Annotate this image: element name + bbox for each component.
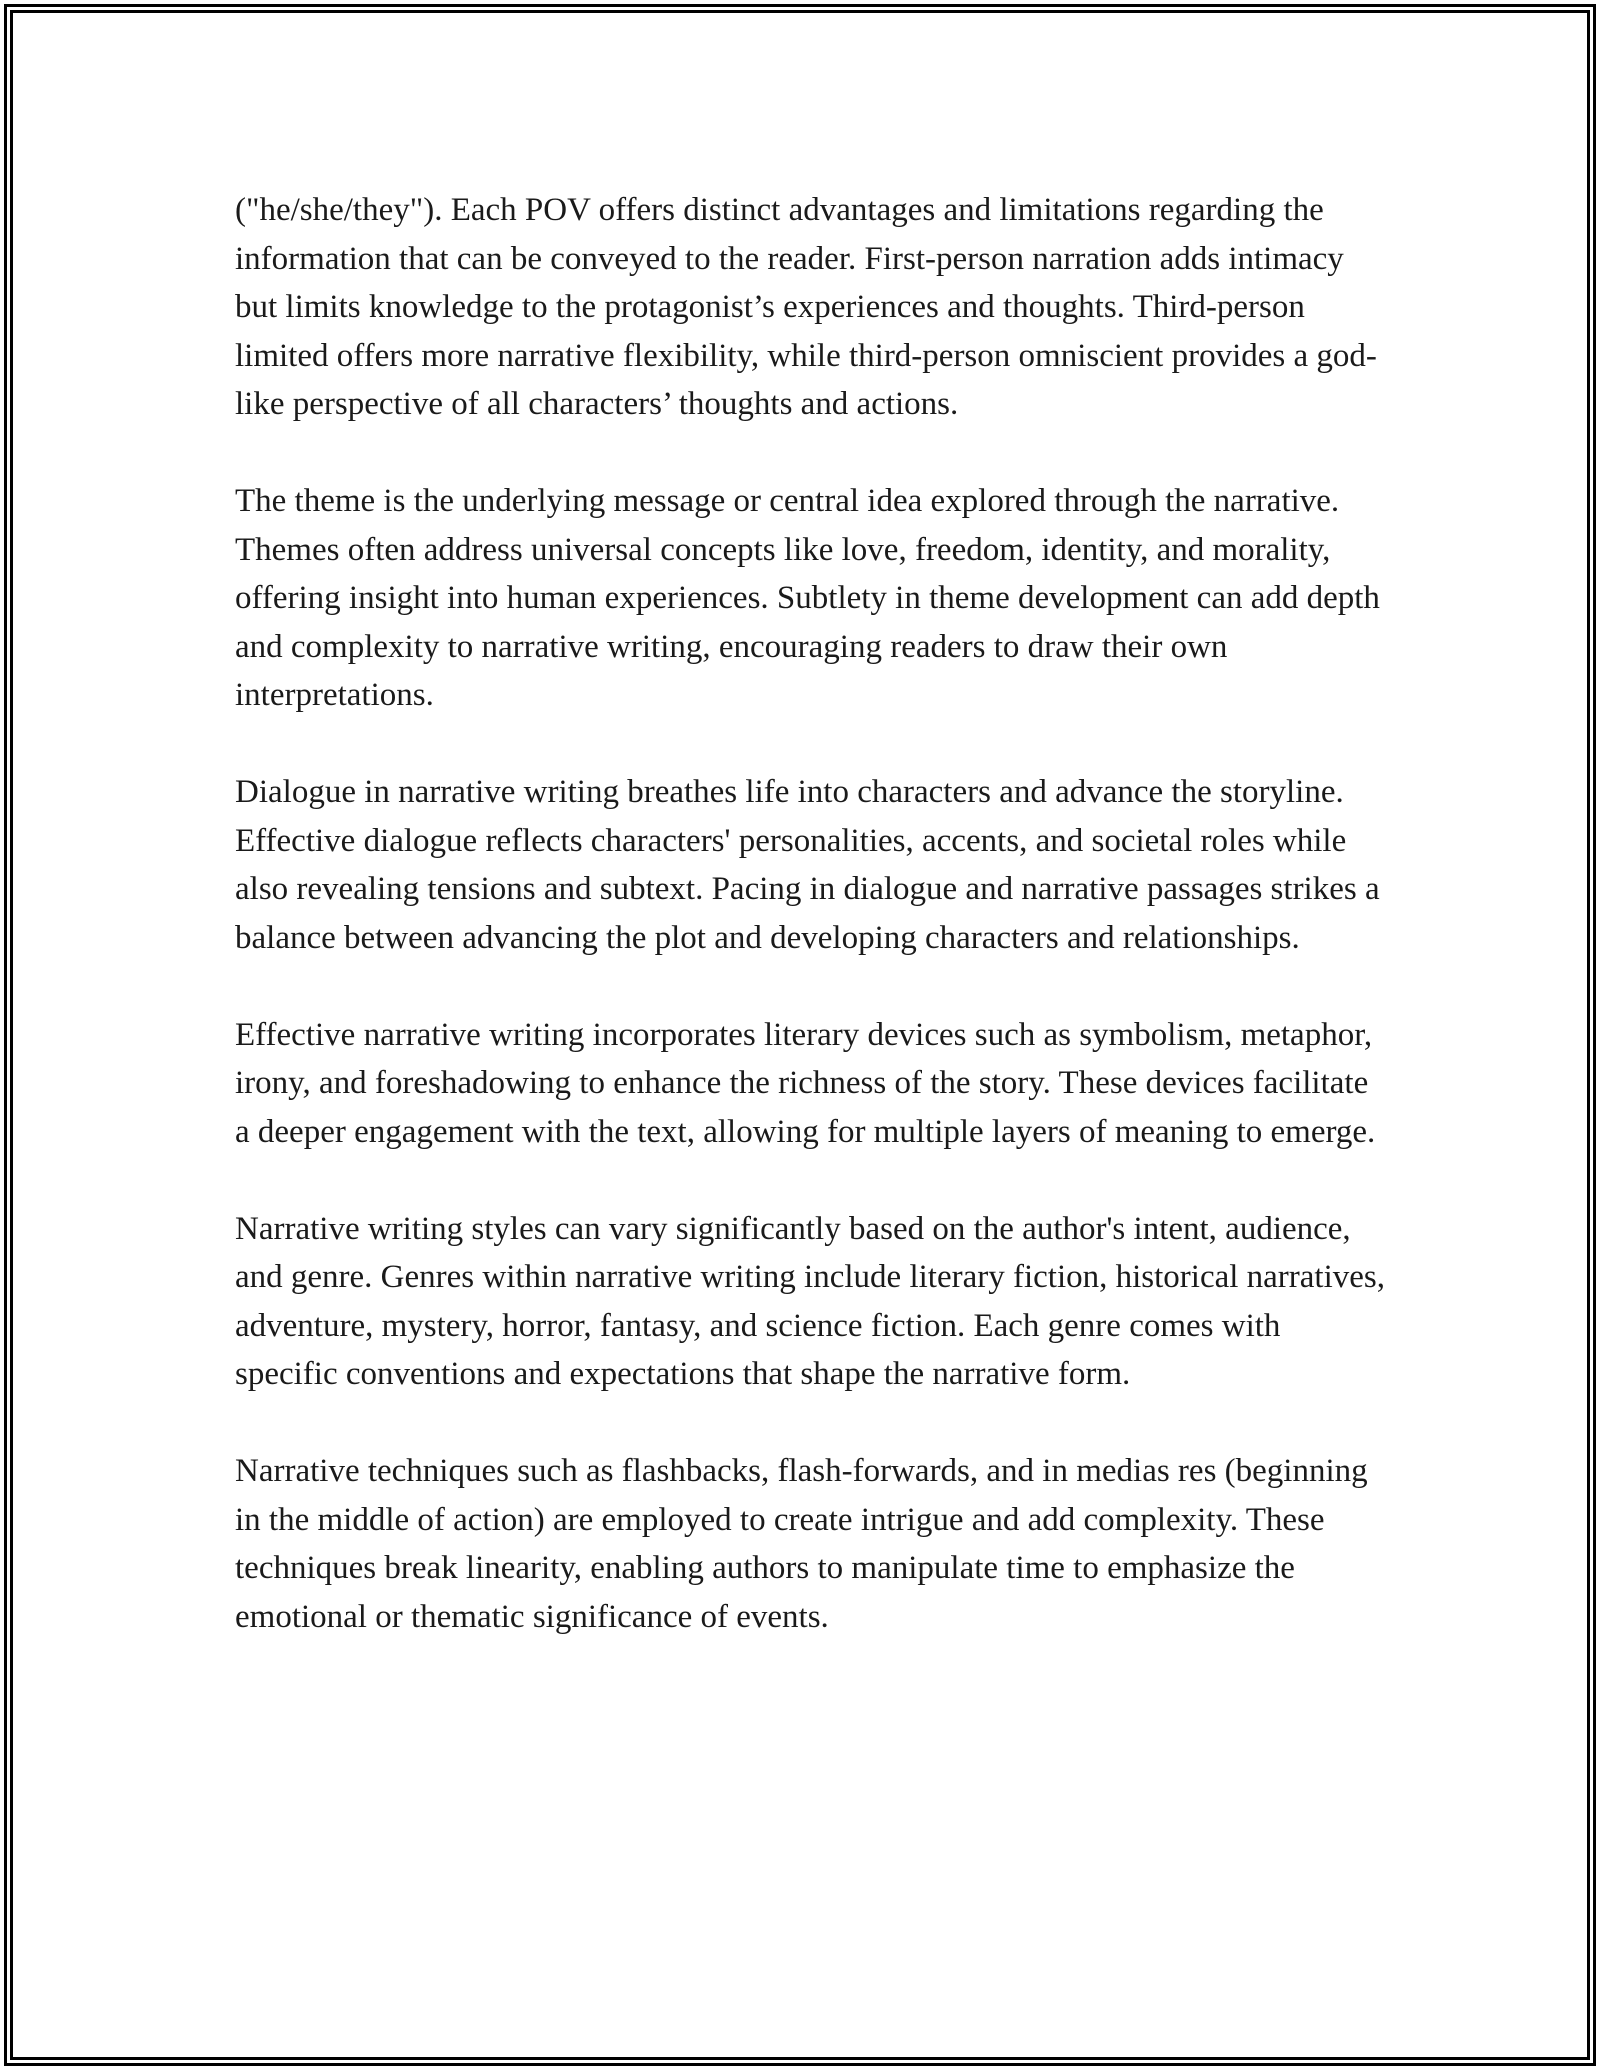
paragraph-theme: The theme is the underlying message or central idea explored through the narrative. Themes often address universal concepts like love, freedom, identity, and morality, offering insight into human experiences. Subtlety in theme development can add depth and complexity to narrative writing, encouraging readers to draw their own interpretations. [235, 483, 1380, 713]
document-body [235, 186, 1390, 1641]
paragraph-pov: ("he/she/they"). Each POV offers distinct advantages and limitations regarding the information that can be conveyed to the reader. First-person narration adds intimacy but limits knowledge to the protagonist’s experiences and thoughts. Third-person limited offers more narrative flexibility, while third-person omniscient provides a god-like perspective of all characters’ thoughts and actions. [235, 192, 1377, 422]
paragraph-dialogue: Dialogue in narrative writing breathes life into characters and advance the storyline. Effective dialogue reflects characters' personalities, accents, and societal roles while also revealing tensions and subtext. Pacing in dialogue and narrative passages strikes a balance between advancing the plot and developing characters and relationships. [235, 774, 1380, 956]
paragraph-literary-devices: Effective narrative writing incorporates literary devices such as symbolism, metaphor, irony, and foreshadowing to enhance the richness of the story. These devices facilitate a deeper engagement with the text, allowing for multiple layers of meaning to emerge. [235, 1016, 1376, 1150]
paragraph-styles-genres: Narrative writing styles can vary significantly based on the author's intent, audience, and genre. Genres within narrative writing include literary fiction, historical narratives, adventure, mystery, horror, fantasy, and science fiction. Each genre comes with specific conventions and expectations that shape the narrative form. [235, 1210, 1386, 1392]
paragraph-techniques: Narrative techniques such as flashbacks, flash-forwards, and in medias res (beginning in the middle of action) are employed to create intrigue and add complexity. These techniques break linearity, enabling authors to manipulate time to emphasize the emotional or thematic significance of events. [235, 1453, 1368, 1635]
